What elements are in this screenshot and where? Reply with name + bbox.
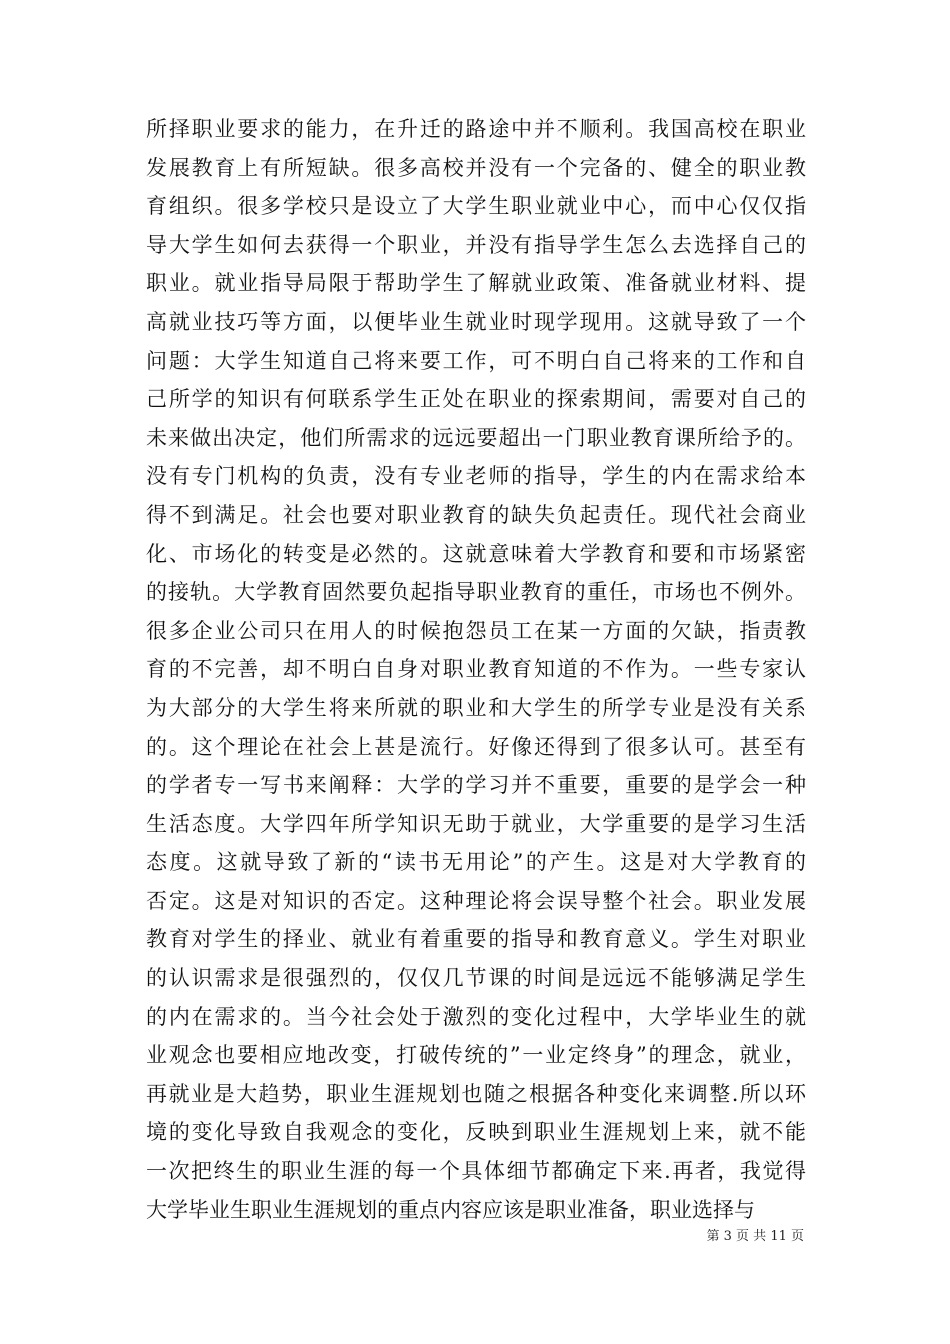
text-line: 己所学的知识有何联系学生正处在职业的探索期间，需要对自己的 <box>146 387 806 412</box>
text-line: 发展教育上有所短缺。很多高校并没有一个完备的、健全的职业教 <box>146 155 806 180</box>
text-line: 没有专门机构的负责，没有专业老师的指导，学生的内在需求给本 <box>146 464 806 489</box>
text-line: 很多企业公司只在用人的时候抱怨员工在某一方面的欠缺，指责教 <box>146 618 806 643</box>
text-line: 未来做出决定，他们所需求的远远要超出一门职业教育课所给予的。 <box>146 425 806 450</box>
text-line: 职业。就业指导局限于帮助学生了解就业政策、准备就业材料、提 <box>146 271 806 296</box>
text-line: 教育对学生的择业、就业有着重要的指导和教育意义。学生对职业 <box>146 927 806 952</box>
body-text <box>146 110 806 1229</box>
text-line: 生活态度。大学四年所学知识无助于就业，大学重要的是学习生活 <box>146 811 806 836</box>
text-line: 境的变化导致自我观念的变化，反映到职业生涯规划上来，就不能 <box>146 1120 806 1145</box>
text-line: 的学者专一写书来阐释：大学的学习并不重要，重要的是学会一种 <box>146 773 806 798</box>
text-line: 为大部分的大学生将来所就的职业和大学生的所学专业是没有关系 <box>146 695 806 720</box>
text-line: 业观念也要相应地改变，打破传统的”一业定终身”的理念，就业， <box>146 1043 806 1068</box>
text-line: 态度。这就导致了新的“读书无用论”的产生。这是对大学教育的 <box>146 850 806 875</box>
text-line: 大学毕业生职业生涯规划的重点内容应该是职业准备，职业选择与 <box>146 1197 755 1222</box>
text-line: 得不到满足。社会也要对职业教育的缺失负起责任。现代社会商业 <box>146 502 806 527</box>
text-line: 再就业是大趋势，职业生涯规划也随之根据各种变化来调整.所以环 <box>146 1081 806 1106</box>
text-line: 一次把终生的职业生涯的每一个具体细节都确定下来.再者，我觉得 <box>146 1159 806 1184</box>
text-line: 所择职业要求的能力，在升迁的路途中并不顺利。我国高校在职业 <box>146 117 806 141</box>
text-line: 导大学生如何去获得一个职业，并没有指导学生怎么去选择自己的 <box>146 232 806 257</box>
text-line: 的。这个理论在社会上甚是流行。好像还得到了很多认可。甚至有 <box>146 734 806 759</box>
text-line: 化、市场化的转变是必然的。这就意味着大学教育和要和市场紧密 <box>146 541 806 566</box>
text-line: 的接轨。大学教育固然要负起指导职业教育的重任，市场也不例外。 <box>146 580 806 605</box>
text-line: 否定。这是对知识的否定。这种理论将会误导整个社会。职业发展 <box>146 888 806 913</box>
text-line: 的认识需求是很强烈的，仅仅几节课的时间是远远不能够满足学生 <box>146 966 806 991</box>
page-number: 第 3 页 共 11 页 <box>706 1229 804 1244</box>
text-line: 育组织。很多学校只是设立了大学生职业就业中心，而中心仅仅指 <box>146 194 806 219</box>
text-line: 育的不完善，却不明白自身对职业教育知道的不作为。一些专家认 <box>146 657 806 682</box>
text-line: 的内在需求的。当今社会处于激烈的变化过程中，大学毕业生的就 <box>146 1004 806 1029</box>
text-line: 高就业技巧等方面，以便毕业生就业时现学现用。这就导致了一个 <box>146 309 806 334</box>
text-line: 问题：大学生知道自己将来要工作，可不明白自己将来的工作和自 <box>146 348 806 373</box>
